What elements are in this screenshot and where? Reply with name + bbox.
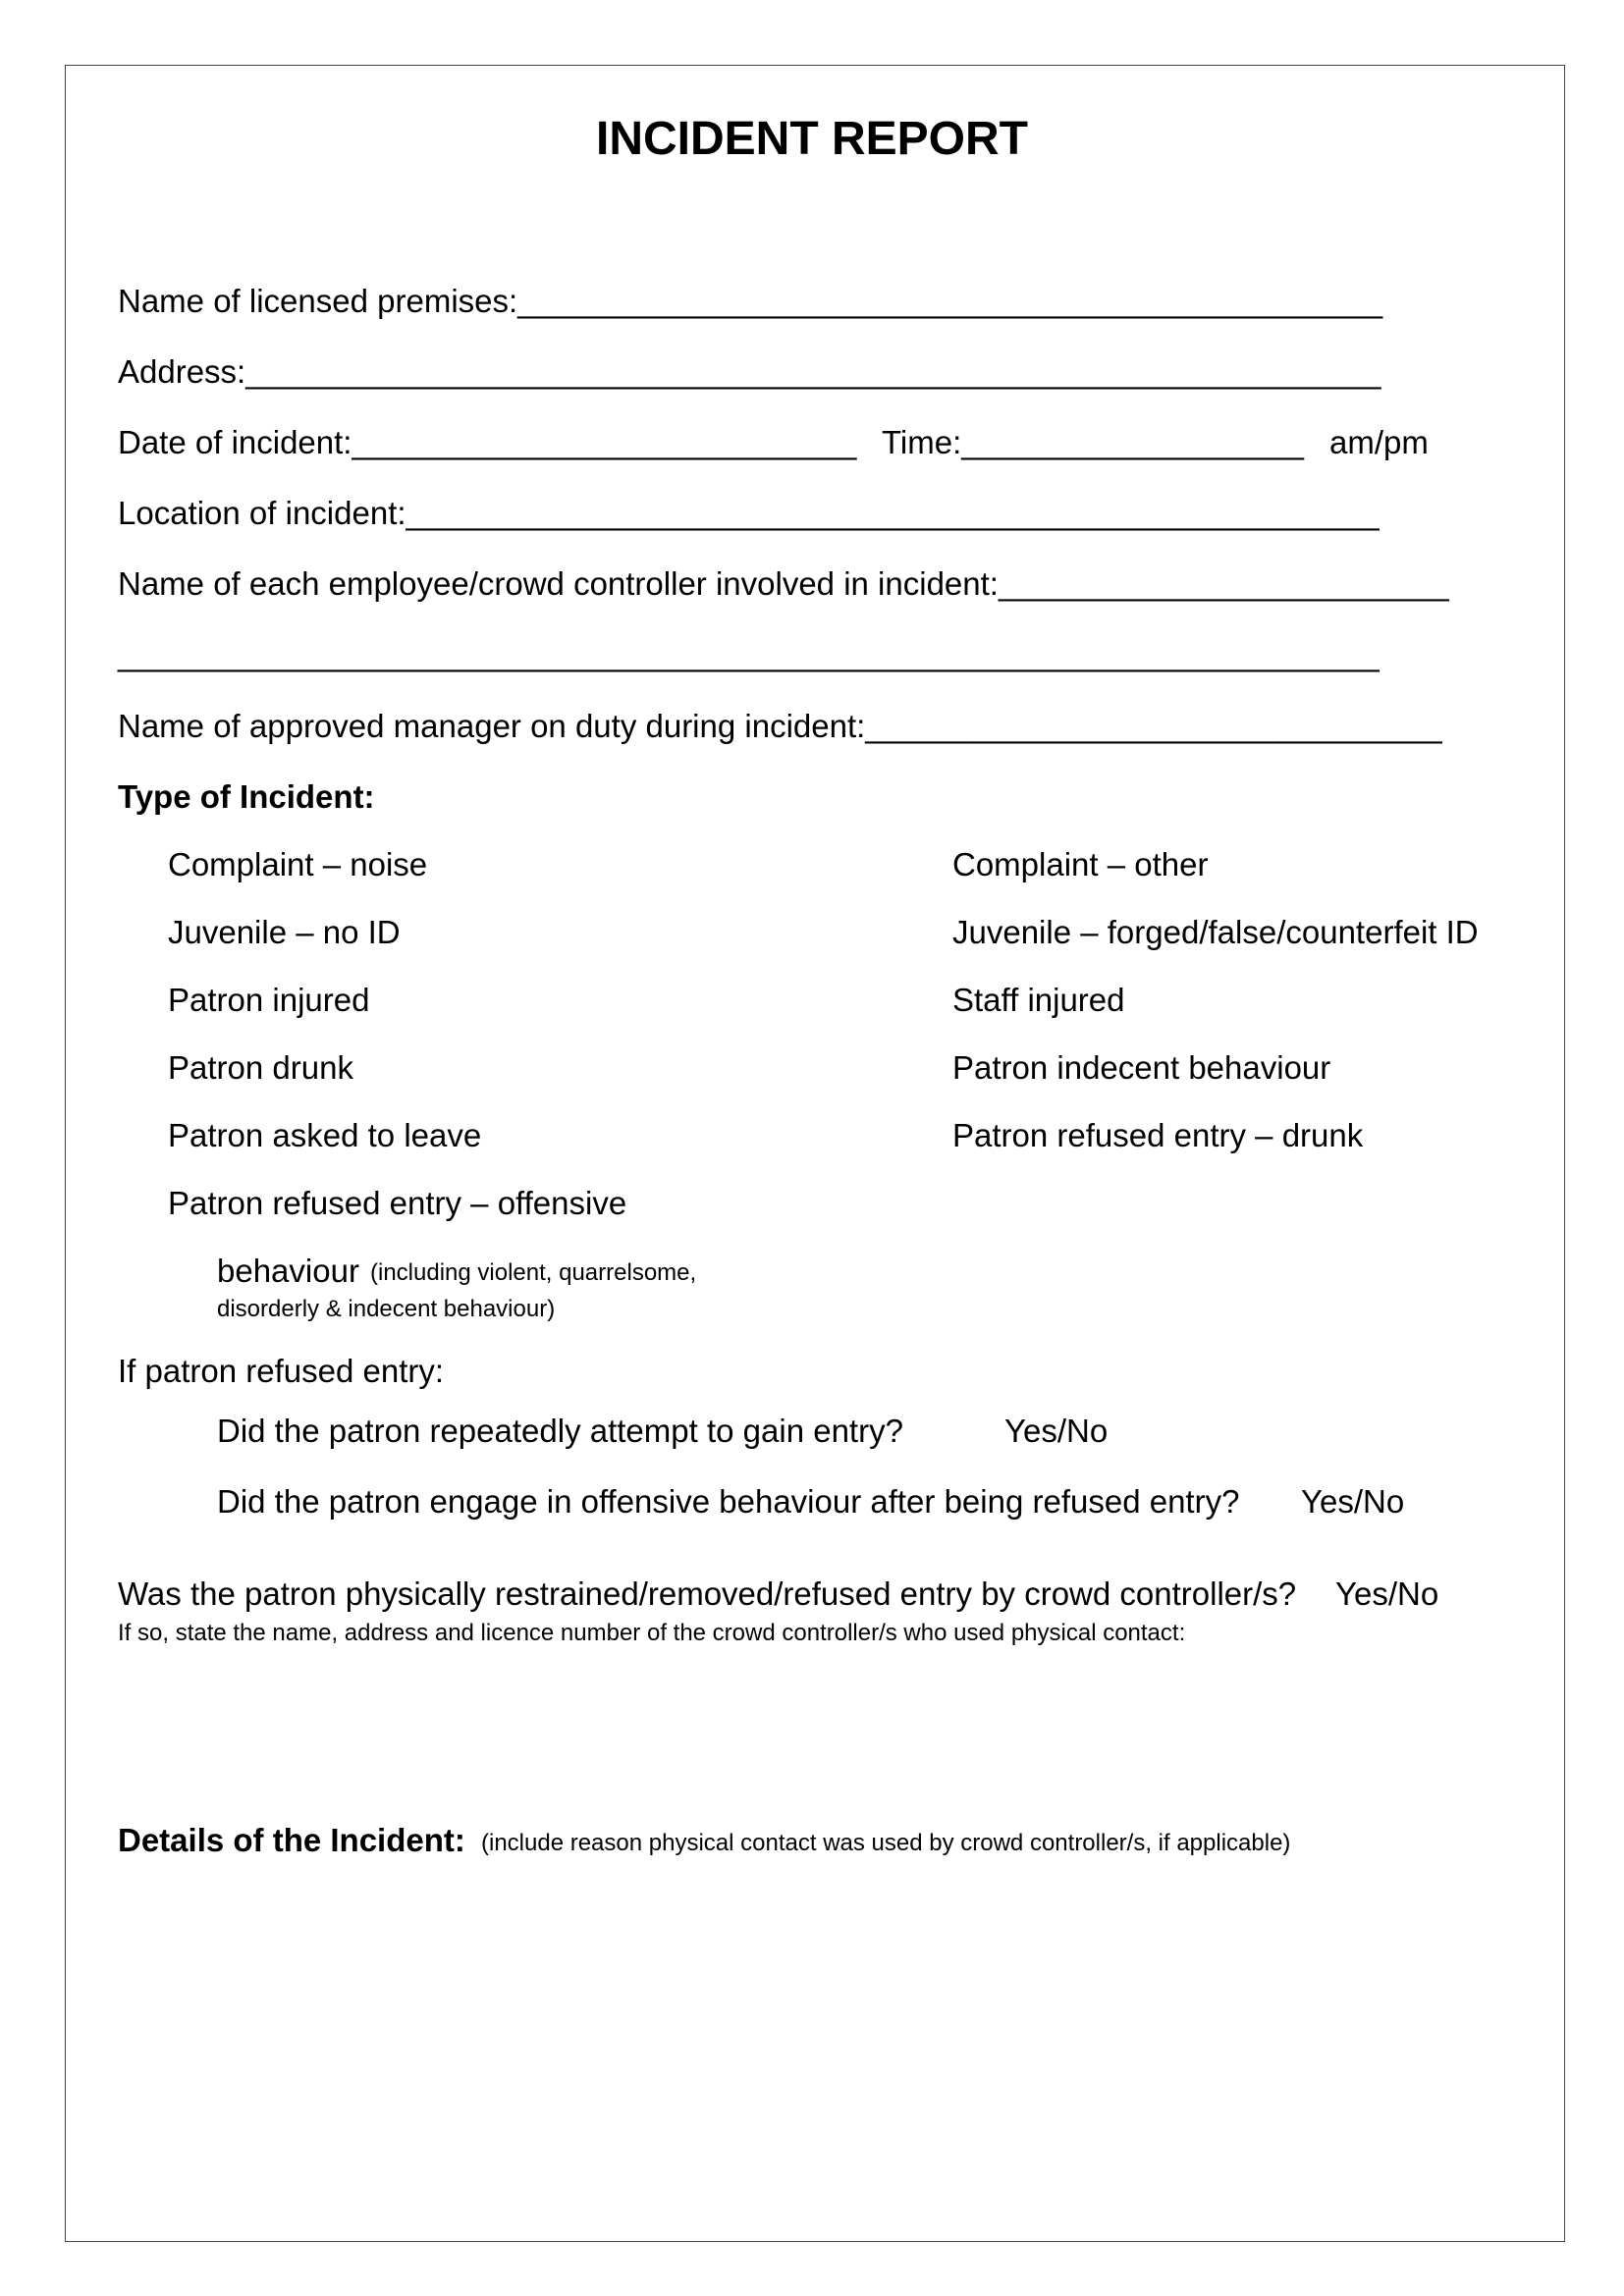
yes-no-answer[interactable]: Yes/No <box>1335 1575 1439 1612</box>
question-repeated-entry: Did the patron repeatedly attempt to gain entry? <box>217 1413 903 1449</box>
ampm-label: am/pm <box>1329 424 1429 460</box>
page-title: INCIDENT REPORT <box>595 113 1028 165</box>
date-field[interactable]: Date of incident:____________________________ <box>118 424 857 460</box>
yes-no-answer[interactable]: Yes/No <box>1301 1483 1405 1520</box>
continuation-note: (including violent, quarrelsome, <box>370 1259 697 1286</box>
incident-option[interactable]: Patron asked to leave <box>168 1117 482 1153</box>
continuation-word: behaviour <box>217 1253 359 1289</box>
incident-option[interactable]: Patron indecent behaviour <box>952 1049 1331 1086</box>
incident-option[interactable]: Patron injured <box>168 982 370 1018</box>
type-of-incident-heading: Type of Incident: <box>118 778 375 815</box>
employees-field[interactable]: Name of each employee/crowd controller involved in incident:_________________________ <box>118 565 1449 602</box>
incident-option[interactable]: Patron refused entry – drunk <box>952 1117 1364 1153</box>
time-field[interactable]: Time:___________________ <box>882 424 1304 460</box>
manager-field[interactable]: Name of approved manager on duty during incident:________________________________ <box>118 708 1442 744</box>
restraint-instruction: If so, state the name, address and licence number of the crowd controller/s who used physical contact: <box>118 1620 1186 1646</box>
incident-option[interactable]: Staff injured <box>952 982 1125 1018</box>
location-field[interactable]: Location of incident:______________________________________________________ <box>118 495 1380 531</box>
question-offensive-behaviour: Did the patron engage in offensive behaviour after being refused entry? <box>217 1483 1240 1520</box>
continuation-note: disorderly & indecent behaviour) <box>217 1296 556 1322</box>
details-note: (include reason physical contact was used by crowd controller/s, if applicable) <box>481 1830 1291 1856</box>
incident-option[interactable]: Juvenile – no ID <box>168 914 401 950</box>
premises-field[interactable]: Name of licensed premises:________________________________________________ <box>118 283 1383 319</box>
incident-option[interactable]: Juvenile – forged/false/counterfeit ID <box>952 914 1479 950</box>
yes-no-answer[interactable]: Yes/No <box>1004 1413 1109 1449</box>
restraint-question: Was the patron physically restrained/removed/refused entry by crowd controller/s? <box>118 1575 1297 1612</box>
incident-option[interactable]: Patron drunk <box>168 1049 353 1086</box>
address-field[interactable]: Address:_______________________________________________________________ <box>118 353 1381 390</box>
incident-option[interactable]: Complaint – other <box>952 846 1209 882</box>
page-border <box>65 65 1565 2242</box>
incident-option[interactable]: Complaint – noise <box>168 846 428 882</box>
details-heading: Details of the Incident: <box>118 1822 465 1858</box>
incident-option[interactable]: Patron refused entry – offensive <box>168 1185 627 1221</box>
employees-field-line2[interactable]: ______________________________________________________________________ <box>118 636 1380 672</box>
refused-entry-heading: If patron refused entry: <box>118 1353 445 1389</box>
